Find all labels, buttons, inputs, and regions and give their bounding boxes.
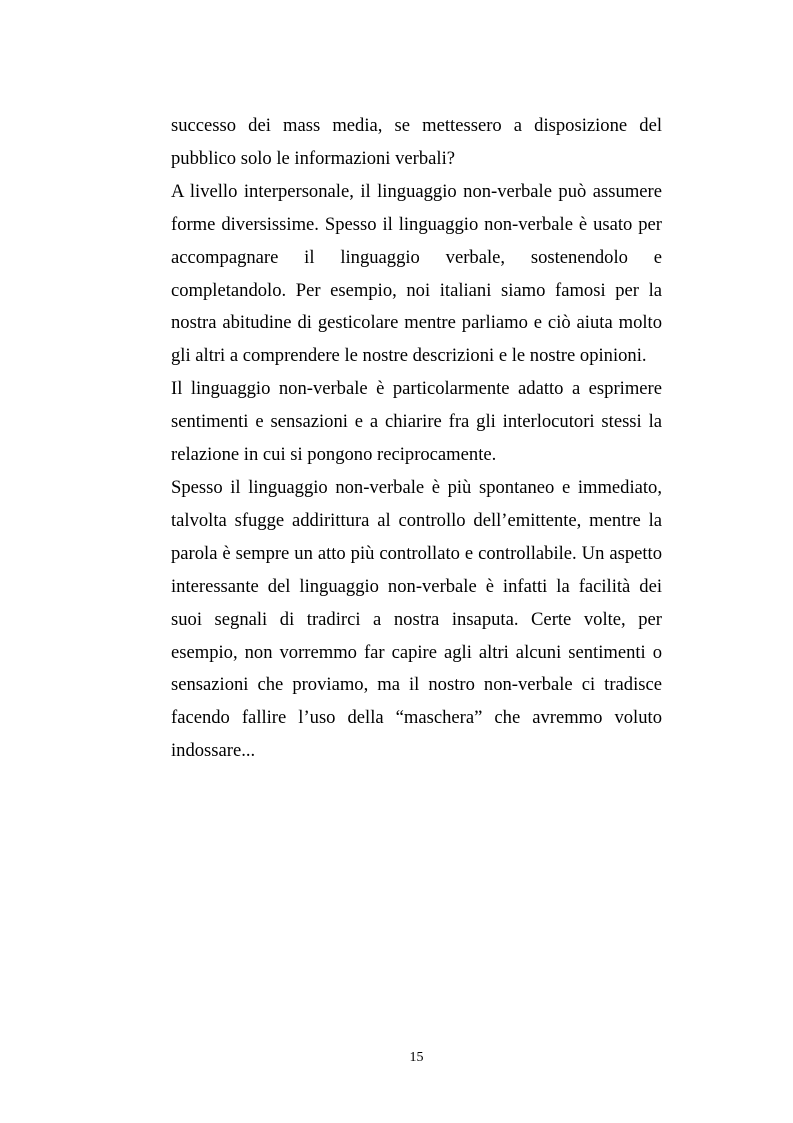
page-number: 15 [409, 1050, 424, 1065]
paragraph-3: Il linguaggio non-verbale è particolarmente adatto a esprimere sentimenti e sensazioni e a chiarire fra gli interlocutori stessi la relazione in cui si pongono reciprocamente. [171, 378, 662, 466]
paragraph-1: successo dei mass media, se mettessero a disposizione del pubblico solo le informazioni verbali? [171, 115, 662, 169]
body-text [171, 110, 662, 768]
paragraph-4: Spesso il linguaggio non-verbale è più spontaneo e immediato, talvolta sfugge addirittura al controllo dell’emittente, mentre la parola è sempre un atto più controllato e controllabile. Un aspetto interessante del linguaggio non-verbale è infatti la facilità dei suoi segnali di tradirci a nostra insaputa. Certe volte, per esempio, non vorremmo far capire agli altri alcuni sentimenti o sensazioni che proviamo, ma il nostro non-verbale ci tradisce facendo fallire l’uso della “maschera” che avremmo voluto indossare... [171, 476, 662, 762]
paragraph-2: A livello interpersonale, il linguaggio non-verbale può assumere forme diversissime. Spesso il linguaggio non-verbale è usato per accompagnare il linguaggio verbale, sostenendolo e completandolo. Per esempio, noi italiani siamo famosi per la nostra abitudine di gesticolare mentre parliamo e ciò aiuta molto gli altri a comprendere le nostre descrizioni e le nostre opinioni. [171, 180, 662, 367]
